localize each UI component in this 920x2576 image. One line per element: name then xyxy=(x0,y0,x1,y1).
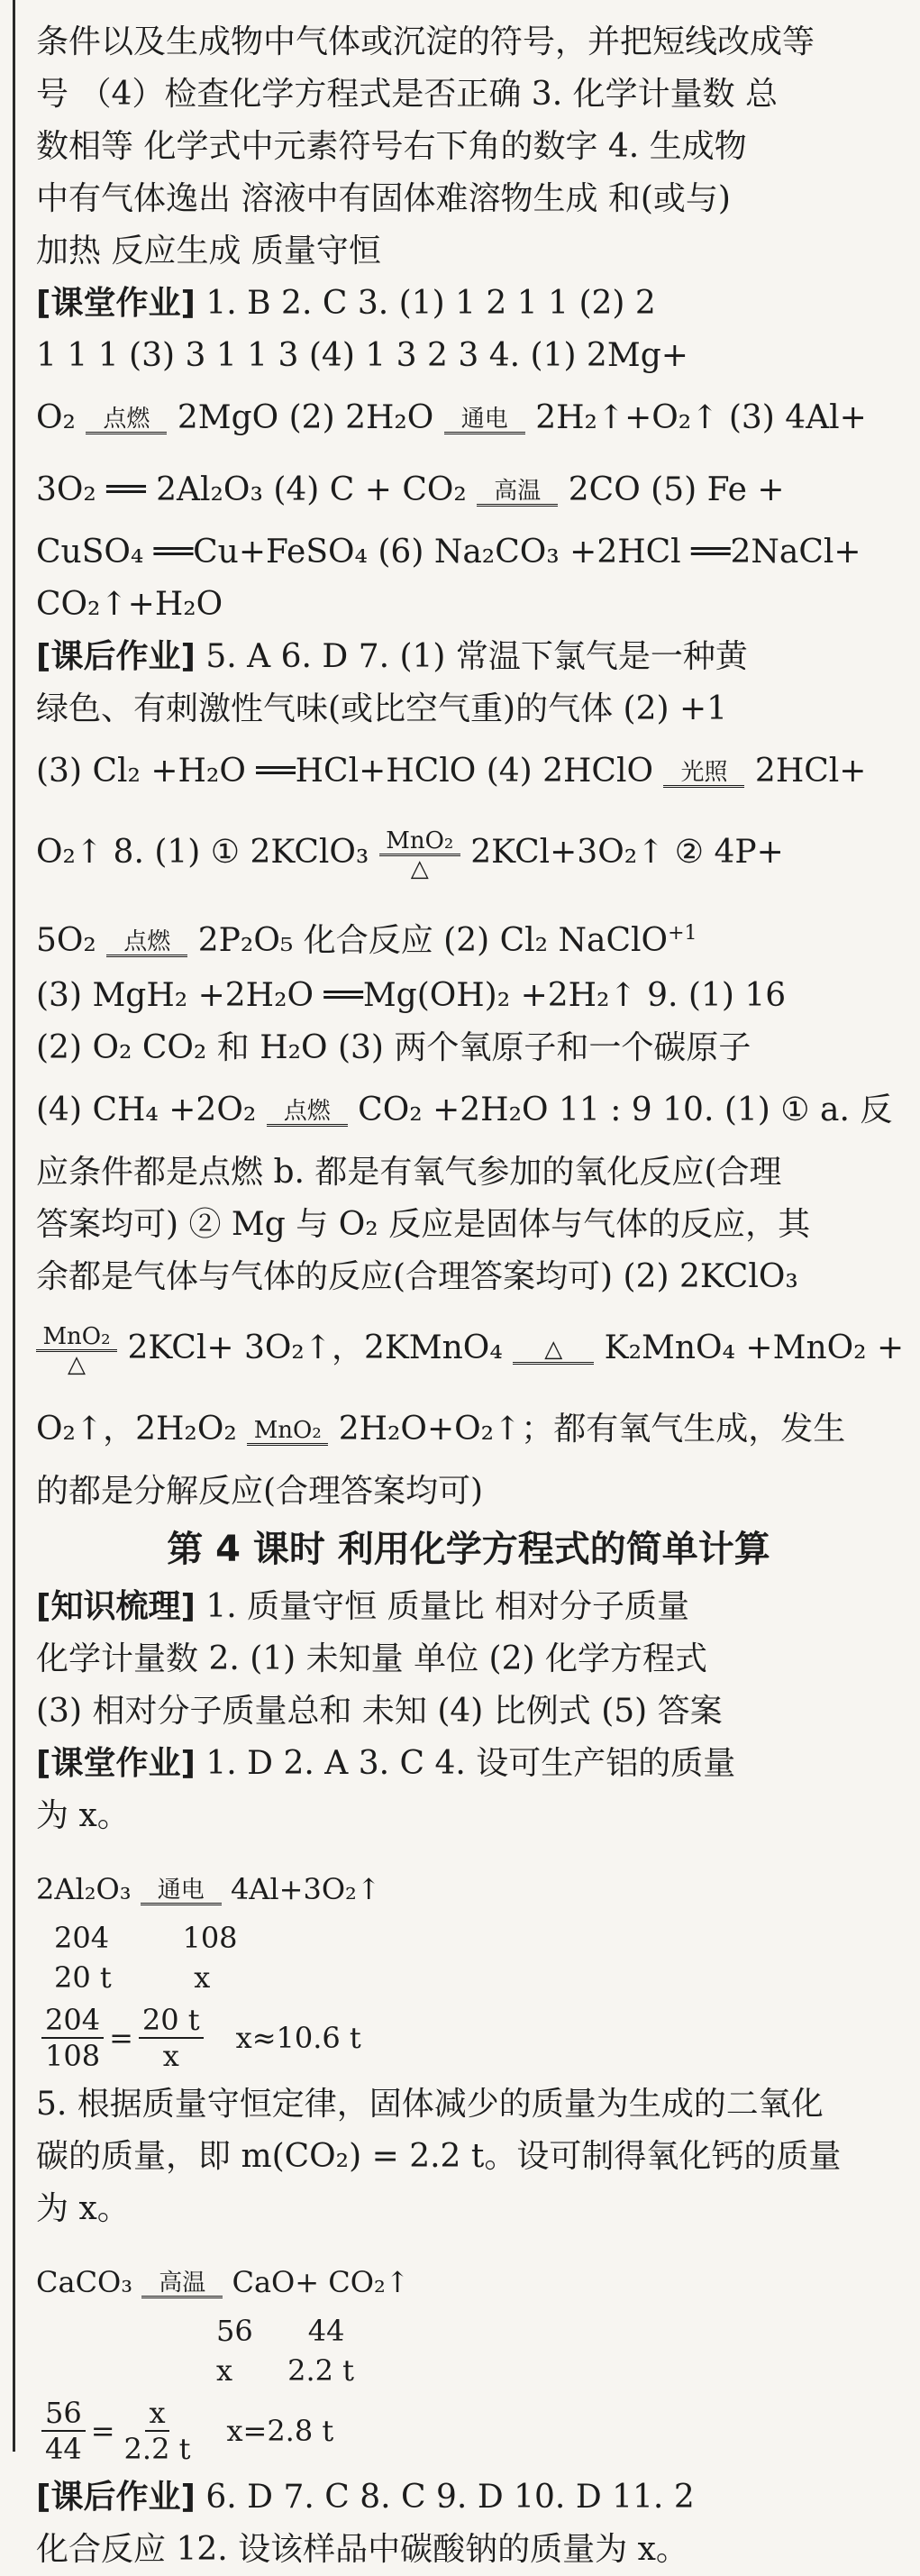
text: CaCO₃ xyxy=(36,2265,133,2299)
text: CuSO₄ ══Cu+FeSO₄ (6) Na₂CO₃ +2HCl ══2NaCl+ xyxy=(36,534,861,571)
text: 2P₂O₅ 化合反应 (2) Cl₂ NaClO xyxy=(197,922,669,959)
equals-sign xyxy=(267,1124,348,1127)
text: 应条件都是点燃 b. 都是有氧气参加的氧化反应(合理 xyxy=(36,1154,782,1191)
text-line xyxy=(36,1146,901,1199)
text: 条件以及生成物中气体或沉淀的符号，并把短线改成等 xyxy=(36,23,815,60)
reaction-condition xyxy=(267,1099,348,1127)
text: 1 1 1 (3) 3 1 1 3 (4) 1 3 2 3 4. (1) 2Mg+ xyxy=(36,337,688,374)
numerator: 56 xyxy=(41,2396,86,2432)
text-line xyxy=(36,683,901,735)
text-line xyxy=(36,970,901,1022)
page-content xyxy=(36,16,905,2576)
text: 数相等 化学式中元素符号右下角的数字 4. 生成物 xyxy=(36,128,747,165)
text: O₂↑，2H₂O₂ xyxy=(36,1411,237,1448)
condition-top: 点燃 xyxy=(123,927,171,955)
calc-row: 56 44 xyxy=(216,2314,345,2348)
text: 化学计量数 2. (1) 未知量 单位 (2) 化学方程式 xyxy=(36,1640,707,1677)
equals-sign xyxy=(477,504,558,507)
text: 5. 根据质量守恒定律，固体减少的质量为生成的二氧化 xyxy=(36,2086,824,2123)
calc-row: 20 t x xyxy=(54,1960,211,1995)
reaction-condition xyxy=(141,1877,222,1905)
text-line xyxy=(36,2131,901,2183)
text: 2MgO (2) 2H₂O xyxy=(177,399,434,436)
calc-equation xyxy=(36,1860,901,1918)
condition-top: 高温 xyxy=(494,477,542,505)
equation-line xyxy=(36,382,901,454)
condition-top: △ xyxy=(544,1335,563,1363)
text: K₂MnO₄ +MnO₂ + xyxy=(604,1329,905,1366)
condition-top: 高温 xyxy=(159,2270,206,2297)
reaction-condition xyxy=(379,828,460,882)
text: 5O₂ xyxy=(36,922,96,959)
margin-line xyxy=(13,0,15,2452)
text-line xyxy=(36,225,901,278)
section-tag: [课后作业] xyxy=(36,638,196,675)
numerator: 20 t xyxy=(139,2003,204,2039)
text-line xyxy=(36,579,901,631)
text: 2KCl+3O₂↑ ② 4P+ xyxy=(470,834,784,871)
text: 余都是气体与气体的反应(合理答案均可) (2) 2KClO₃ xyxy=(36,1258,798,1295)
text-line xyxy=(36,1790,901,1842)
equation-line xyxy=(36,1393,901,1466)
text: CaO+ CO₂↑ xyxy=(232,2265,410,2299)
equation-line xyxy=(36,898,901,970)
section-tag: [课堂作业] xyxy=(36,1745,196,1782)
text: O₂↑ 8. (1) ① 2KClO₃ xyxy=(36,834,369,871)
text-line xyxy=(36,1466,901,1518)
proportion-row xyxy=(36,1997,901,2078)
reaction-condition xyxy=(247,1418,328,1446)
text-line xyxy=(36,1199,901,1251)
equals-sign xyxy=(513,1362,594,1365)
condition-top: MnO₂ xyxy=(253,1416,322,1444)
equation-line xyxy=(36,735,901,808)
text-line xyxy=(36,278,901,330)
valence-mark: +1 xyxy=(668,922,697,945)
text: 碳的质量，即 m(CO₂) = 2.2 t。设可制得氧化钙的质量 xyxy=(36,2138,842,2175)
condition-top: MnO₂ xyxy=(386,827,454,854)
text: (3) MgH₂ +2H₂O ══Mg(OH)₂ +2H₂↑ 9. (1) 16 xyxy=(36,977,787,1014)
text: (3) Cl₂ +H₂O ══HCl+HClO (4) 2HClO xyxy=(36,753,654,790)
text-line xyxy=(36,121,901,173)
calc-row: x 2.2 t xyxy=(216,2353,354,2388)
denominator: 2.2 t xyxy=(123,2432,191,2466)
condition-top: 通电 xyxy=(460,405,508,433)
text-line xyxy=(36,2078,901,2131)
text: CO₂ +2H₂O 11 : 9 10. (1) ① a. 反 xyxy=(358,1092,893,1128)
equation-line xyxy=(36,1074,901,1146)
text: 化合反应 12. 设该样品中碳酸钠的质量为 x。 xyxy=(36,2531,688,2568)
text: 中有气体逸出 溶液中有固体难溶物生成 和(或与) xyxy=(36,180,731,217)
reaction-condition xyxy=(444,406,525,434)
equals-sign xyxy=(141,2296,223,2298)
text-line xyxy=(36,2471,901,2524)
equals-sign xyxy=(247,1443,328,1446)
reaction-condition xyxy=(106,929,187,957)
text-line xyxy=(36,1251,901,1303)
text: CO₂↑+H₂O xyxy=(36,586,223,623)
reaction-condition xyxy=(513,1337,594,1365)
text: 1. B 2. C 3. (1) 1 2 1 1 (2) 2 xyxy=(195,285,656,322)
text-line xyxy=(36,1581,901,1633)
equals: = xyxy=(90,2414,115,2448)
condition-top: MnO₂ xyxy=(42,1322,111,1350)
fraction xyxy=(41,2003,104,2073)
text-line xyxy=(36,1685,901,1738)
text: 号 （4）检查化学方程式是否正确 3. 化学计量数 总 xyxy=(36,76,779,113)
equals-sign xyxy=(106,955,187,957)
text: 5. A 6. D 7. (1) 常温下氯气是一种黄 xyxy=(195,638,748,675)
reaction-condition xyxy=(663,760,744,788)
text: 绿色、有刺激性气味(或比空气重)的气体 (2) +1 xyxy=(36,690,728,727)
text: 2H₂O+O₂↑；都有氧气生成，发生 xyxy=(338,1411,846,1448)
reaction-condition xyxy=(86,406,167,434)
text: O₂ xyxy=(36,399,76,436)
text: 1. D 2. A 3. C 4. 设可生产铝的质量 xyxy=(195,1745,736,1782)
text: 2HCl+ xyxy=(754,753,867,790)
calc-equation xyxy=(36,2253,901,2311)
section-tag: [知识梳理] xyxy=(36,1588,196,1625)
reaction-condition xyxy=(141,2270,223,2298)
text: 2H₂↑+O₂↑ (3) 4Al+ xyxy=(535,399,867,436)
condition-top: 点燃 xyxy=(283,1097,331,1125)
equation-line xyxy=(36,1303,905,1393)
equals-sign xyxy=(141,1903,222,1905)
denominator: 44 xyxy=(45,2432,82,2466)
text-line xyxy=(36,1022,901,1074)
text: 为 x。 xyxy=(36,1797,130,1834)
reaction-condition xyxy=(36,1324,117,1377)
fraction xyxy=(121,2396,195,2466)
text: 2Al₂O₃ xyxy=(36,1872,132,1906)
text-line xyxy=(36,330,901,382)
text-line xyxy=(36,631,901,683)
text: 4Al+3O₂↑ xyxy=(230,1872,381,1906)
condition-bottom: △ xyxy=(68,1350,86,1378)
equals-sign xyxy=(663,785,744,788)
result: x=2.8 t xyxy=(226,2414,334,2448)
text-line xyxy=(36,173,901,225)
text: 3O₂ ══ 2Al₂O₃ (4) C + CO₂ xyxy=(36,471,467,508)
equals-sign xyxy=(444,432,525,434)
numerator: 204 xyxy=(41,2003,104,2039)
text: 为 x。 xyxy=(36,2190,130,2227)
section-heading: 第 4 课时 利用化学方程式的简单计算 xyxy=(167,1529,770,1570)
condition-top: 光照 xyxy=(680,758,728,786)
text-line xyxy=(36,69,901,121)
text-line xyxy=(36,526,901,579)
equation-line xyxy=(36,454,901,526)
proportion-row xyxy=(36,2390,901,2471)
fraction xyxy=(41,2396,86,2466)
calc-row: 204 108 xyxy=(54,1921,238,1955)
condition-top: 点燃 xyxy=(103,405,150,433)
text: (4) CH₄ +2O₂ xyxy=(36,1092,257,1128)
equals-sign xyxy=(86,432,167,434)
condition-top: 通电 xyxy=(157,1877,205,1904)
denominator: x xyxy=(162,2039,179,2073)
text: 2KCl+ 3O₂↑，2KMnO₄ xyxy=(127,1329,503,1366)
text-line xyxy=(36,2183,901,2235)
text-line xyxy=(36,1633,901,1685)
text: 的都是分解反应(合理答案均可) xyxy=(36,1473,484,1510)
section-tag: [课堂作业] xyxy=(36,285,196,322)
text-line xyxy=(36,2524,901,2576)
fraction xyxy=(139,2003,204,2073)
denominator: 108 xyxy=(45,2039,101,2073)
text-line xyxy=(36,16,901,69)
text: 1. 质量守恒 质量比 相对分子质量 xyxy=(195,1588,690,1625)
text: (3) 相对分子质量总和 未知 (4) 比例式 (5) 答案 xyxy=(36,1693,723,1730)
result: x≈10.6 t xyxy=(235,2021,361,2055)
condition-bottom: △ xyxy=(410,854,429,882)
equals: = xyxy=(109,2021,133,2055)
text: 答案均可) ② Mg 与 O₂ 反应是固体与气体的反应，其 xyxy=(36,1206,811,1243)
reaction-condition xyxy=(477,479,558,507)
text-line xyxy=(36,1738,901,1790)
text: 加热 反应生成 质量守恒 xyxy=(36,233,381,269)
section-tag: [课后作业] xyxy=(36,2479,196,2516)
text: 6. D 7. C 8. C 9. D 10. D 11. 2 xyxy=(195,2479,695,2516)
text: 2CO (5) Fe + xyxy=(568,471,785,508)
numerator: x xyxy=(145,2396,169,2432)
equation-line xyxy=(36,808,901,898)
text: (2) O₂ CO₂ 和 H₂O (3) 两个氧原子和一个碳原子 xyxy=(36,1029,751,1066)
